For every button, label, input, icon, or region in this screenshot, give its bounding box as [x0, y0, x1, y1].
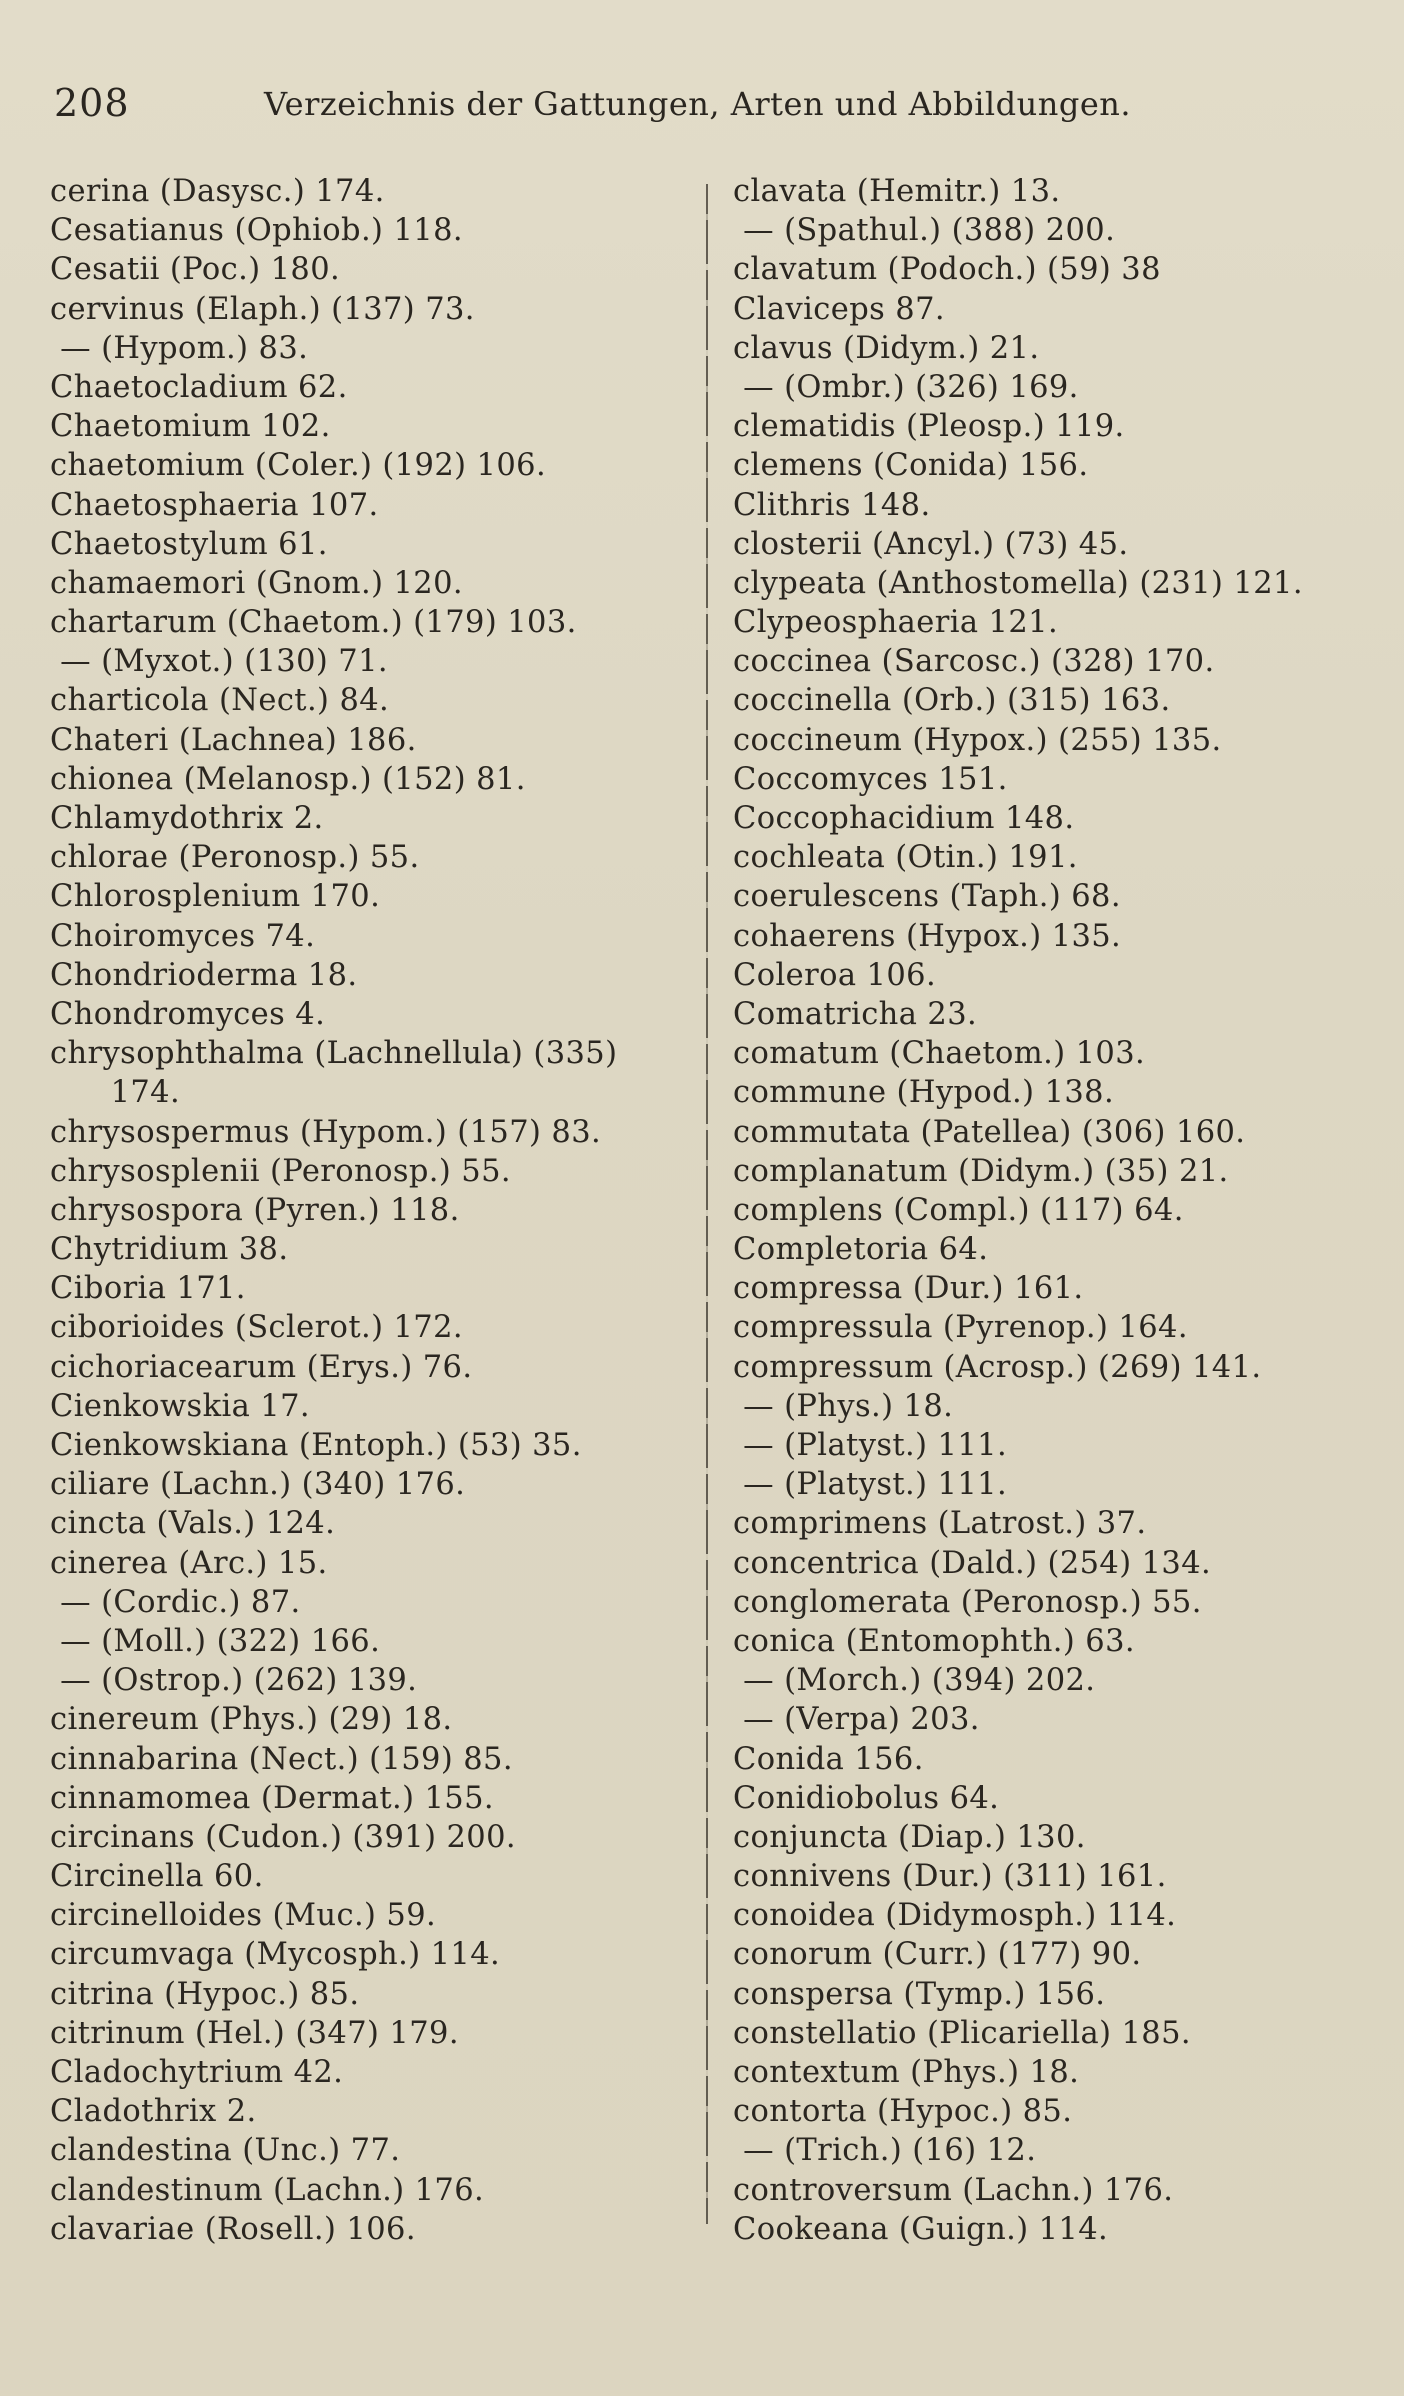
index-entry: Conida 156.	[733, 1741, 924, 1777]
index-entry: clavariae (Rosell.) 106.	[50, 2211, 416, 2247]
index-entry: chrysophthalma (Lachnellula) (335)	[50, 1036, 618, 1072]
index-entry: ciborioides (Sclerot.) 172.	[50, 1310, 463, 1346]
index-entry: Cesatianus (Ophiob.) 118.	[50, 213, 463, 249]
index-entry: compressa (Dur.) 161.	[733, 1271, 1084, 1307]
index-entry: — (Platyst.) 111.	[733, 1467, 1008, 1503]
index-entry: Chytridium 38.	[50, 1232, 289, 1268]
index-entry: Coccomyces 151.	[733, 761, 1008, 797]
index-entry: Chateri (Lachnea) 186.	[50, 722, 417, 758]
index-entry: circumvaga (Mycosph.) 114.	[50, 1937, 501, 1973]
index-entry: conspersa (Tymp.) 156.	[733, 1976, 1106, 2012]
index-entry: cinerea (Arc.) 15.	[50, 1545, 328, 1581]
index-entry: Chaetocladium 62.	[50, 369, 348, 405]
index-entry: cinnamomea (Dermat.) 155.	[50, 1780, 494, 1816]
page-header	[54, 78, 1354, 128]
index-entry: chrysosplenii (Peronosp.) 55.	[50, 1153, 511, 1189]
index-entry: Chondromyces 4.	[50, 996, 326, 1032]
index-entry: clemens (Conida) 156.	[733, 448, 1089, 484]
index-entry: chlorae (Peronosp.) 55.	[50, 840, 420, 876]
index-entry: connivens (Dur.) (311) 161.	[733, 1859, 1167, 1895]
index-entry: Chlamydothrix 2.	[50, 801, 324, 836]
index-entry: — (Verpa) 203.	[733, 1702, 980, 1738]
index-entry: Cladochytrium 42.	[50, 2055, 344, 2090]
index-entry: chionea (Melanosp.) (152) 81.	[50, 761, 526, 797]
index-entry: compressum (Acrosp.) (269) 141.	[733, 1349, 1262, 1385]
index-entry: coccinella (Orb.) (315) 163.	[733, 683, 1171, 719]
index-entry: cohaerens (Hypox.) 135.	[733, 918, 1122, 954]
index-entry: clandestinum (Lachn.) 176.	[50, 2172, 485, 2208]
index-entry: chaetomium (Coler.) (192) 106.	[50, 448, 547, 484]
page-number: 208	[54, 81, 130, 125]
index-entry: complens (Compl.) (117) 64.	[733, 1192, 1184, 1228]
index-entry: contextum (Phys.) 18.	[733, 2055, 1080, 2090]
index-entry: conjuncta (Diap.) 130.	[733, 1819, 1086, 1855]
index-entry: chrysospermus (Hypom.) (157) 83.	[50, 1114, 602, 1150]
index-entry: cervinus (Elaph.) (137) 73.	[50, 291, 475, 327]
running-title: Verzeichnis der Gattungen, Arten und Abbildungen.	[264, 85, 1132, 123]
index-entry: Circinella 60.	[50, 1859, 264, 1895]
index-entry: chartarum (Chaetom.) (179) 103.	[50, 605, 577, 641]
index-entry: charticola (Nect.) 84.	[50, 683, 390, 719]
index-entry: clavatum (Podoch.) (59) 38	[733, 252, 1161, 288]
index-entry: cochleata (Otin.) 191.	[733, 840, 1078, 876]
index-entry: cerina (Dasysc.) 174.	[50, 174, 385, 209]
index-entry: Clypeosphaeria 121.	[733, 605, 1059, 641]
index-entry: — (Myxot.) (130) 71.	[50, 644, 388, 680]
index-column-right	[733, 172, 1373, 2249]
index-entry: Chondrioderma 18.	[50, 957, 358, 993]
index-entry: Clithris 148.	[733, 487, 931, 523]
index-entry: Cienkowskia 17.	[50, 1388, 311, 1424]
index-entry: conoidea (Didymosph.) 114.	[733, 1898, 1177, 1934]
index-entry: Comatricha 23.	[733, 996, 978, 1032]
index-entry: conica (Entomophth.) 63.	[733, 1623, 1135, 1659]
index-entry: — (Morch.) (394) 202.	[733, 1663, 1096, 1699]
index-entry: clypeata (Anthostomella) (231) 121.	[733, 565, 1303, 601]
index-entry: controversum (Lachn.) 176.	[733, 2172, 1174, 2208]
index-entry: — (Spathul.) (388) 200.	[733, 213, 1116, 249]
index-entry: clavata (Hemitr.) 13.	[733, 174, 1061, 209]
index-entry: — (Moll.) (322) 166.	[50, 1623, 381, 1659]
index-entry: cichoriacearum (Erys.) 76.	[50, 1349, 473, 1385]
index-entry: circinans (Cudon.) (391) 200.	[50, 1819, 516, 1855]
index-entry: citrina (Hypoc.) 85.	[50, 1976, 360, 2012]
index-entry: clandestina (Unc.) 77.	[50, 2133, 401, 2169]
index-entry: chamaemori (Gnom.) 120.	[50, 565, 463, 601]
index-entry: citrinum (Hel.) (347) 179.	[50, 2015, 459, 2051]
index-entry: cinereum (Phys.) (29) 18.	[50, 1702, 453, 1738]
index-entry: closterii (Ancyl.) (73) 45.	[733, 526, 1129, 562]
index-entry: compressula (Pyrenop.) 164.	[733, 1310, 1188, 1346]
index-entry: complanatum (Didym.) (35) 21.	[733, 1153, 1229, 1189]
column-divider	[706, 184, 708, 2224]
index-entry: coccineum (Hypox.) (255) 135.	[733, 722, 1222, 758]
index-entry: — (Hypom.) 83.	[50, 330, 309, 366]
index-entry: chrysospora (Pyren.) 118.	[50, 1192, 460, 1228]
index-entry: 174.	[50, 1075, 181, 1111]
index-entry: ciliare (Lachn.) (340) 176.	[50, 1467, 466, 1503]
index-entry: Cienkowskiana (Entoph.) (53) 35.	[50, 1428, 582, 1463]
index-entry: — (Platyst.) 111.	[733, 1428, 1008, 1463]
index-entry: commutata (Patellea) (306) 160.	[733, 1114, 1246, 1150]
index-entry: Chaetostylum 61.	[50, 526, 328, 562]
index-entry: cinnabarina (Nect.) (159) 85.	[50, 1741, 513, 1777]
index-entry: — (Cordic.) 87.	[50, 1584, 301, 1620]
index-entry: comatum (Chaetom.) 103.	[733, 1036, 1146, 1072]
index-entry: cincta (Vals.) 124.	[50, 1506, 336, 1542]
index-entry: concentrica (Dald.) (254) 134.	[733, 1545, 1212, 1581]
index-entry: Coleroa 106.	[733, 957, 937, 993]
index-entry: Cladothrix 2.	[50, 2094, 257, 2130]
index-entry: — (Ostrop.) (262) 139.	[50, 1663, 418, 1699]
index-entry: coerulescens (Taph.) 68.	[733, 879, 1121, 915]
index-entry: conglomerata (Peronosp.) 55.	[733, 1584, 1202, 1620]
index-entry: constellatio (Plicariella) 185.	[733, 2015, 1191, 2051]
index-entry: — (Trich.) (16) 12.	[733, 2133, 1037, 2169]
index-entry: Cesatii (Poc.) 180.	[50, 252, 341, 288]
index-entry: conorum (Curr.) (177) 90.	[733, 1937, 1142, 1973]
index-entry: Conidiobolus 64.	[733, 1780, 1000, 1816]
index-entry: clematidis (Pleosp.) 119.	[733, 409, 1125, 445]
index-entry: contorta (Hypoc.) 85.	[733, 2094, 1073, 2130]
index-entry: — (Ombr.) (326) 169.	[733, 369, 1079, 405]
index-entry: Choiromyces 74.	[50, 918, 316, 954]
index-entry: circinelloides (Muc.) 59.	[50, 1898, 437, 1934]
index-entry: comprimens (Latrost.) 37.	[733, 1506, 1147, 1542]
index-entry: — (Phys.) 18.	[733, 1388, 954, 1424]
index-entry: Cookeana (Guign.) 114.	[733, 2211, 1109, 2247]
index-entry: Claviceps 87.	[733, 291, 945, 327]
index-entry: Ciboria 171.	[50, 1271, 246, 1307]
index-entry: Coccophacidium 148.	[733, 801, 1075, 836]
index-entry: clavus (Didym.) 21.	[733, 330, 1040, 366]
index-entry: coccinea (Sarcosc.) (328) 170.	[733, 644, 1215, 680]
index-entry: commune (Hypod.) 138.	[733, 1075, 1115, 1111]
index-entry: Chaetosphaeria 107.	[50, 487, 379, 523]
index-entry: Chaetomium 102.	[50, 409, 331, 445]
index-entry: Chlorosplenium 170.	[50, 879, 381, 915]
index-entry: Completoria 64.	[733, 1232, 989, 1268]
index-column-left	[50, 172, 690, 2249]
